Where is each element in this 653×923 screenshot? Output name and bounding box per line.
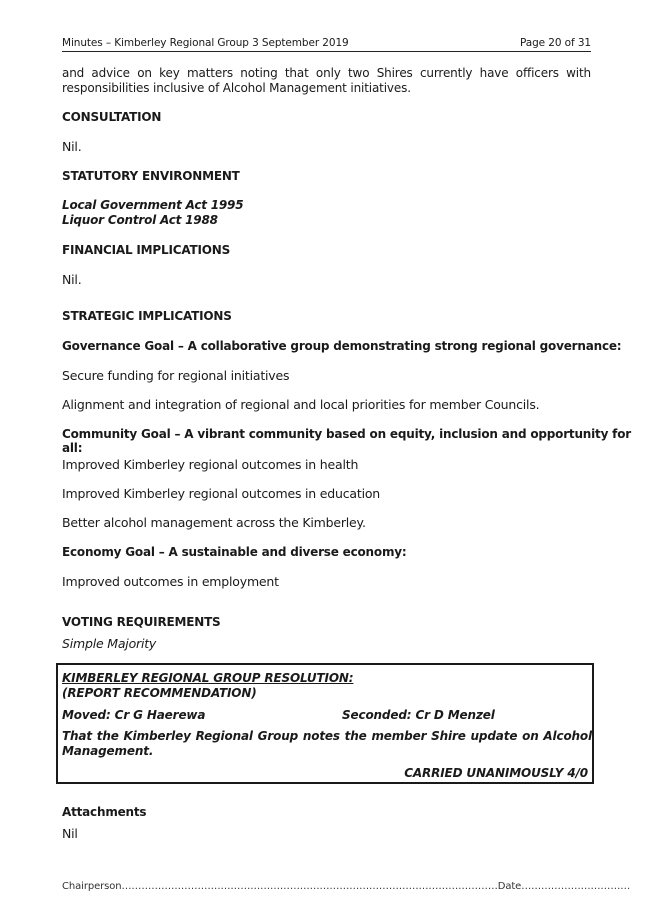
community-goal: Community Goal – A vibrant community based on equity, inclusion and opportunity for all: xyxy=(62,427,631,455)
economy-item: Improved outcomes in employment xyxy=(62,574,279,589)
financial-heading: FINANCIAL IMPLICATIONS xyxy=(62,243,231,257)
statutory-heading: STATUTORY ENVIRONMENT xyxy=(62,169,240,183)
community-item: Improved Kimberley regional outcomes in education xyxy=(62,486,381,501)
financial-text: Nil. xyxy=(62,272,82,287)
page-number: Page 20 of 31 xyxy=(520,37,591,49)
intro-paragraph: and advice on key matters noting that only two Shires currently have officers with responsibilities inclusive of Alcohol Management initiatives. xyxy=(62,66,591,95)
resolution-title: KIMBERLEY REGIONAL GROUP RESOLUTION: xyxy=(62,671,354,685)
governance-item: Secure funding for regional initiatives xyxy=(62,368,290,383)
voting-text: Simple Majority xyxy=(62,636,157,651)
governance-item: Alignment and integration of regional and local priorities for member Councils. xyxy=(62,397,540,412)
attachments-heading: Attachments xyxy=(62,805,147,819)
moved-by: Moved: Cr G Haerewa xyxy=(62,708,206,722)
community-item: Improved Kimberley regional outcomes in health xyxy=(62,457,359,472)
attachments-text: Nil xyxy=(62,826,78,841)
strategic-heading: STRATEGIC IMPLICATIONS xyxy=(62,309,232,323)
page-header xyxy=(62,37,591,52)
resolution-result: CARRIED UNANIMOUSLY 4/0 xyxy=(404,766,588,780)
seconded-by: Seconded: Cr D Menzel xyxy=(342,708,495,722)
resolution-text: That the Kimberley Regional Group notes the member Shire update on Alcohol Management. xyxy=(62,729,592,758)
statutory-act: Liquor Control Act 1988 xyxy=(62,213,218,227)
consultation-text: Nil. xyxy=(62,139,82,154)
signature-line: Chairperson……………………………………………………………………………………………………Date…………………………… xyxy=(62,881,631,892)
consultation-heading: CONSULTATION xyxy=(62,110,162,124)
resolution-box xyxy=(56,663,594,784)
resolution-subtitle: (REPORT RECOMMENDATION) xyxy=(62,686,257,700)
voting-heading: VOTING REQUIREMENTS xyxy=(62,615,221,629)
community-item: Better alcohol management across the Kimberley. xyxy=(62,515,366,530)
economy-goal: Economy Goal – A sustainable and diverse economy: xyxy=(62,545,407,559)
governance-goal: Governance Goal – A collaborative group demonstrating strong regional governance: xyxy=(62,339,622,353)
document-title: Minutes – Kimberley Regional Group 3 September 2019 xyxy=(62,37,349,49)
statutory-act: Local Government Act 1995 xyxy=(62,198,244,212)
